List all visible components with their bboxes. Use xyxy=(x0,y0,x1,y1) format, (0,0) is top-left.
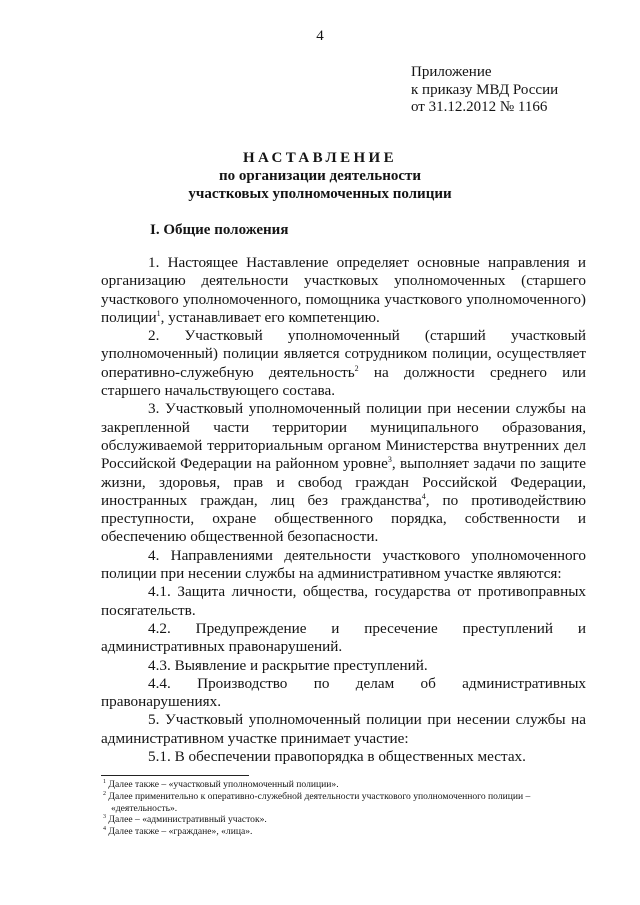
document-subtitle-1: по организации деятельности xyxy=(218,168,422,184)
document-title: НАСТАВЛЕНИЕ xyxy=(242,150,398,166)
footnote-1: $^1$ Далее также – «участковый уполномоченный полиции». xyxy=(103,779,339,790)
footnotes xyxy=(101,779,593,838)
paragraph-4-3: 4.3. Выявление и раскрытие преступлений. xyxy=(148,656,428,674)
paragraph-3: 3. Участковый уполномоченный полиции при несении службы на закрепленной части территории муниципального образования, обслуживаемой территориальным органом Министерства внутренних дел Российской Федерации на районном уровне$^3$, выполняет задачи по защите жизни, здоровья, прав и свобод граждан Российской Федерации, иностранных граждан, лиц без гражданства$^4$, по противодействию преступности, охране общественного порядка, собственности и обеспечению общественной безопасности. xyxy=(101,400,586,546)
appendix-order-line: от 31.12.2012 № 1166 xyxy=(411,99,548,115)
paragraph-5: 5. Участковый уполномоченный полиции при несении службы на административном участке принимает участие: xyxy=(101,711,586,747)
paragraph-4: 4. Направлениями деятельности участкового уполномоченного полиции при несении службы на административном участке являются: xyxy=(101,546,586,583)
paragraph-4-1: 4.1. Защита личности, общества, государства от противоправных посягательств. xyxy=(101,583,586,619)
paragraph-2: 2. Участковый уполномоченный (старший участковый уполномоченный) полиции является сотрудником полиции, осуществляет оперативно-служебную деятельность$^2$ на должности среднего или старшего начальствующего состава. xyxy=(101,327,586,400)
footnote-ref-1: 1 xyxy=(156,308,161,318)
page-number: 4 xyxy=(316,28,324,44)
footnote-ref-4: 4 xyxy=(421,491,426,501)
footnote-separator xyxy=(101,775,249,776)
appendix-line-1: Приложение xyxy=(411,64,492,80)
footnote-2: $^2$ Далее применительно к оперативно-служебной деятельности участкового уполномоченного полиции – xyxy=(103,790,531,802)
document-subtitle-2: участковых уполномоченных полиции xyxy=(188,186,452,202)
paragraph-4-2: 4.2. Предупреждение и пресечение преступлений и административных правонарушений. xyxy=(101,619,586,656)
paragraph-5-1: 5.1. В обеспечении правопорядка в общественных местах. xyxy=(148,748,526,766)
appendix-block xyxy=(411,64,558,117)
appendix-line-2: к приказу МВД России xyxy=(411,81,559,98)
paragraph-1: 1. Настоящее Наставление определяет основные направления и организацию деятельности участковых уполномоченных (старшего участкового уполномоченного, помощника участкового уполномоченного) полиции$^1$, устанавливает его компетенцию. xyxy=(101,254,586,326)
footnote-3: $^3$ Далее – «административный участок». xyxy=(103,814,267,826)
paragraph-4-4: 4.4. Производство по делам об административных правонарушениях. xyxy=(101,674,586,711)
section-heading: I. Общие положения xyxy=(150,222,289,238)
document-body xyxy=(101,254,586,766)
footnote-2-continued: «деятельность». xyxy=(111,802,178,814)
footnote-4: $^4$ Далее также – «граждане», «лица». xyxy=(103,826,253,838)
footnote-ref-2: 2 xyxy=(354,363,359,373)
footnote-ref-3: 3 xyxy=(387,455,392,465)
